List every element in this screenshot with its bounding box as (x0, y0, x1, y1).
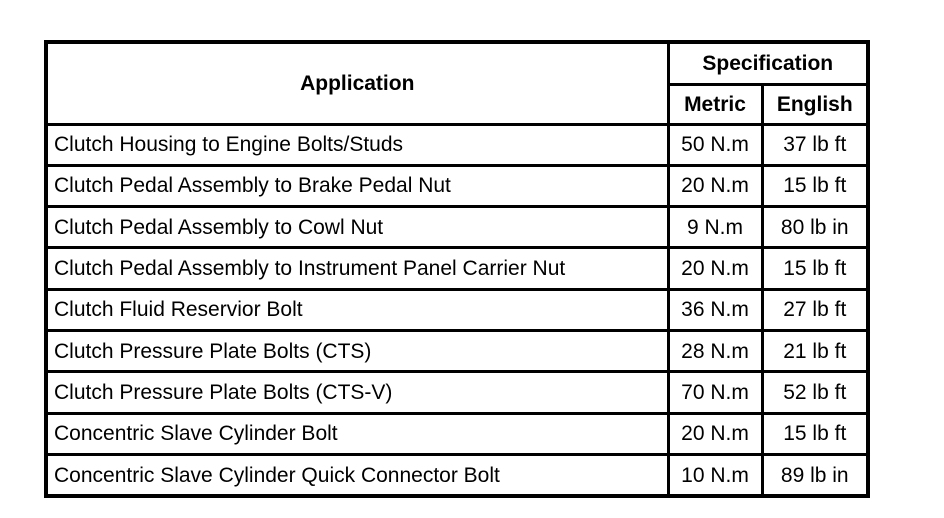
table-row (46, 331, 868, 372)
table-row (46, 372, 868, 413)
application-cell: Clutch Pedal Assembly to Cowl Nut (46, 207, 668, 248)
header-row-top (46, 42, 868, 84)
specification-header: Specification (668, 42, 868, 84)
table-row (46, 124, 868, 165)
metric-cell: 50 N.m (668, 124, 762, 165)
english-cell: 21 lb ft (762, 331, 868, 372)
metric-cell: 10 N.m (668, 455, 762, 496)
english-cell: 89 lb in (762, 455, 868, 496)
metric-cell: 20 N.m (668, 413, 762, 454)
metric-cell: 20 N.m (668, 248, 762, 289)
table-row (46, 248, 868, 289)
metric-header: Metric (668, 84, 762, 124)
english-cell: 27 lb ft (762, 289, 868, 330)
application-cell: Clutch Fluid Reservior Bolt (46, 289, 668, 330)
english-cell: 80 lb in (762, 207, 868, 248)
application-header: Application (46, 42, 668, 124)
metric-cell: 28 N.m (668, 331, 762, 372)
table-row (46, 413, 868, 454)
english-cell: 15 lb ft (762, 165, 868, 206)
application-cell: Clutch Pedal Assembly to Brake Pedal Nut (46, 165, 668, 206)
fastener-specification-table (44, 40, 870, 498)
metric-cell: 70 N.m (668, 372, 762, 413)
application-cell: Concentric Slave Cylinder Bolt (46, 413, 668, 454)
application-cell: Concentric Slave Cylinder Quick Connector Bolt (46, 455, 668, 496)
table-row (46, 207, 868, 248)
english-cell: 15 lb ft (762, 413, 868, 454)
metric-cell: 20 N.m (668, 165, 762, 206)
application-cell: Clutch Pressure Plate Bolts (CTS-V) (46, 372, 668, 413)
application-cell: Clutch Housing to Engine Bolts/Studs (46, 124, 668, 165)
application-cell: Clutch Pedal Assembly to Instrument Panel Carrier Nut (46, 248, 668, 289)
english-cell: 15 lb ft (762, 248, 868, 289)
table-row (46, 289, 868, 330)
application-cell: Clutch Pressure Plate Bolts (CTS) (46, 331, 668, 372)
table-row (46, 165, 868, 206)
english-cell: 52 lb ft (762, 372, 868, 413)
english-header: English (762, 84, 868, 124)
metric-cell: 36 N.m (668, 289, 762, 330)
english-cell: 37 lb ft (762, 124, 868, 165)
table-row (46, 455, 868, 496)
metric-cell: 9 N.m (668, 207, 762, 248)
